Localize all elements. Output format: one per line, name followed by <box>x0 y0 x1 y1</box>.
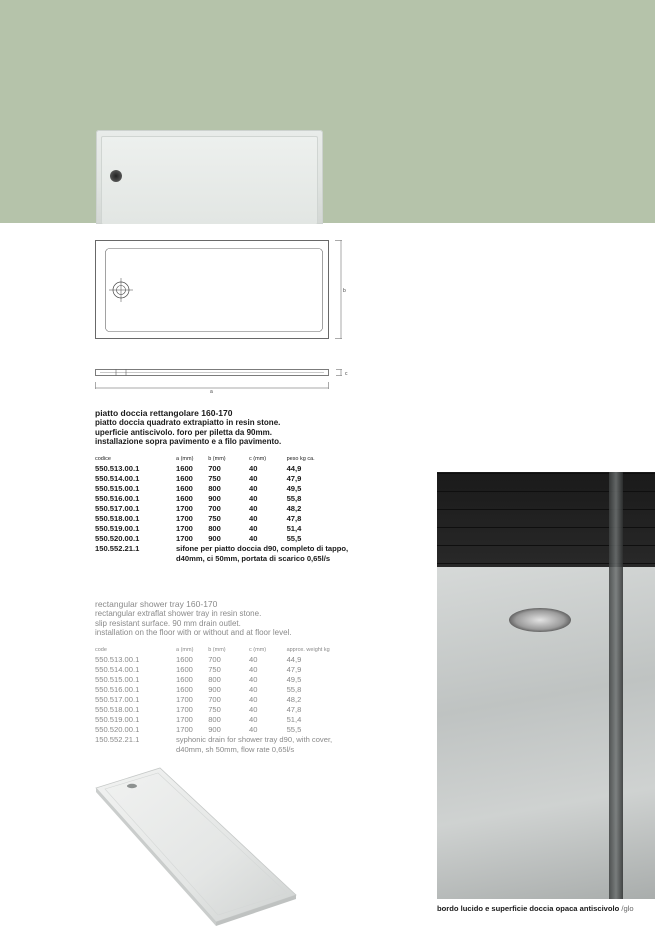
dimension-b-label: b <box>343 288 346 294</box>
column-header: approx. weight kg <box>286 647 330 653</box>
cell-a: 1600 <box>176 675 193 684</box>
glass-door-frame <box>609 472 623 899</box>
cell-c: 40 <box>249 725 258 734</box>
dimension-c-label: c <box>345 371 348 377</box>
cell-code: 150.552.21.1 <box>95 735 140 744</box>
cell-code: 550.514.00.1 <box>95 665 140 674</box>
cell-code: 550.516.00.1 <box>95 685 140 694</box>
description-line: piatto doccia quadrato extrapiatto in resin stone. <box>95 418 281 427</box>
cell-code: 550.517.00.1 <box>95 504 140 513</box>
cell-code: 550.513.00.1 <box>95 655 140 664</box>
cell-b: 700 <box>208 504 221 513</box>
column-header: a (mm) <box>176 647 194 653</box>
cell-a: 1600 <box>176 464 193 473</box>
cell-weight: 44,9 <box>286 655 302 664</box>
cell-a: 1700 <box>176 705 193 714</box>
cell-b: 900 <box>208 725 221 734</box>
description-line: installation on the floor with or without and at floor level. <box>95 628 292 638</box>
accessory-note: sifone per piatto doccia d90, completo di tappo, d40mm, ci 50mm, portata di scarico 0,65l/s <box>176 544 349 563</box>
column-header: b (mm) <box>208 456 226 462</box>
cell-c: 40 <box>249 655 258 664</box>
cell-weight: 44,9 <box>286 464 302 473</box>
cell-b: 800 <box>208 675 221 684</box>
tray-iso-surface <box>96 768 296 922</box>
cell-a: 1600 <box>176 665 193 674</box>
cell-b: 900 <box>208 494 221 503</box>
cell-b: 800 <box>208 715 221 724</box>
cell-weight: 48,2 <box>286 504 302 513</box>
cell-code: 550.514.00.1 <box>95 474 140 483</box>
cell-a: 1700 <box>176 715 193 724</box>
cell-weight: 55,5 <box>286 534 302 543</box>
cell-b: 750 <box>208 514 221 523</box>
cell-c: 40 <box>249 524 258 533</box>
cell-b: 800 <box>208 524 221 533</box>
column-header: c (mm) <box>249 647 267 653</box>
cell-code: 550.520.00.1 <box>95 725 140 734</box>
cell-c: 40 <box>249 675 258 684</box>
column-header: codice <box>95 456 111 462</box>
product-title-en: rectangular shower tray 160-170 <box>95 599 218 609</box>
cell-weight: 47,9 <box>286 665 302 674</box>
cell-a: 1600 <box>176 484 193 493</box>
cell-weight: 55,5 <box>286 725 302 734</box>
cell-b: 700 <box>208 464 221 473</box>
description-line: rectangular extraflat shower tray in resin stone. <box>95 609 262 618</box>
cell-b: 700 <box>208 695 221 704</box>
cell-code: 550.519.00.1 <box>95 524 140 533</box>
cell-code: 550.513.00.1 <box>95 464 140 473</box>
cell-c: 40 <box>249 474 258 483</box>
caption-en: /glo <box>619 904 634 913</box>
cell-a: 1600 <box>176 685 193 694</box>
column-header: b (mm) <box>208 647 226 653</box>
cell-weight: 47,8 <box>286 514 302 523</box>
cell-a: 1700 <box>176 695 193 704</box>
cell-weight: 55,8 <box>286 685 302 694</box>
description-line: installazione sopra pavimento e a filo pavimento. <box>95 437 282 447</box>
product-title-it: piatto doccia rettangolare 160-170 <box>95 408 233 418</box>
column-header: peso kg ca. <box>286 456 315 462</box>
cell-a: 1700 <box>176 524 193 533</box>
column-header: code <box>95 647 107 653</box>
cell-a: 1700 <box>176 504 193 513</box>
cell-c: 40 <box>249 504 258 513</box>
cell-c: 40 <box>249 464 258 473</box>
cell-code: 550.519.00.1 <box>95 715 140 724</box>
cell-weight: 47,9 <box>286 474 302 483</box>
cell-weight: 48,2 <box>286 695 302 704</box>
cell-a: 1700 <box>176 534 193 543</box>
accessory-note: syphonic drain for shower tray d90, with cover, d40mm, sh 50mm, flow rate 0,65l/s <box>176 735 333 754</box>
cell-a: 1600 <box>176 655 193 664</box>
description-line: uperficie antiscivolo. foro per piletta da 90mm. <box>95 427 272 437</box>
cell-b: 900 <box>208 685 221 694</box>
column-header: c (mm) <box>249 456 267 462</box>
cell-code: 550.518.00.1 <box>95 705 140 714</box>
cell-weight: 49,5 <box>286 675 302 684</box>
shower-detail-photo <box>437 472 655 899</box>
tray-iso-drain-icon <box>127 784 137 788</box>
cell-b: 750 <box>208 665 221 674</box>
cell-weight: 47,8 <box>286 705 302 714</box>
cell-b: 900 <box>208 534 221 543</box>
cell-c: 40 <box>249 715 258 724</box>
cell-code: 550.518.00.1 <box>95 514 140 523</box>
drain-cover-icon <box>509 608 571 632</box>
dimension-a-label: a <box>210 389 213 395</box>
caption-it: bordo lucido e superficie doccia opaca antiscivolo <box>437 904 620 913</box>
cell-c: 40 <box>249 705 258 714</box>
cell-c: 40 <box>249 484 258 493</box>
cell-code: 550.516.00.1 <box>95 494 140 503</box>
cell-weight: 51,4 <box>286 715 302 724</box>
cell-weight: 49,5 <box>286 484 302 493</box>
cell-a: 1700 <box>176 514 193 523</box>
cell-c: 40 <box>249 534 258 543</box>
cell-weight: 55,8 <box>286 494 302 503</box>
cell-weight: 51,4 <box>286 524 302 533</box>
cell-a: 1600 <box>176 474 193 483</box>
cell-c: 40 <box>249 494 258 503</box>
cell-a: 1700 <box>176 725 193 734</box>
cell-c: 40 <box>249 685 258 694</box>
cell-b: 750 <box>208 705 221 714</box>
cell-c: 40 <box>249 514 258 523</box>
cell-a: 1600 <box>176 494 193 503</box>
cell-b: 800 <box>208 484 221 493</box>
cell-code: 550.515.00.1 <box>95 484 140 493</box>
description-line: slip resistant surface. 90 mm drain outlet. <box>95 618 241 628</box>
cell-code: 550.520.00.1 <box>95 534 140 543</box>
photo-caption <box>437 904 634 913</box>
cell-code: 150.552.21.1 <box>95 544 140 553</box>
cell-code: 550.515.00.1 <box>95 675 140 684</box>
cell-c: 40 <box>249 665 258 674</box>
column-header: a (mm) <box>176 456 194 462</box>
cell-b: 700 <box>208 655 221 664</box>
cell-c: 40 <box>249 695 258 704</box>
cell-code: 550.517.00.1 <box>95 695 140 704</box>
cell-b: 750 <box>208 474 221 483</box>
